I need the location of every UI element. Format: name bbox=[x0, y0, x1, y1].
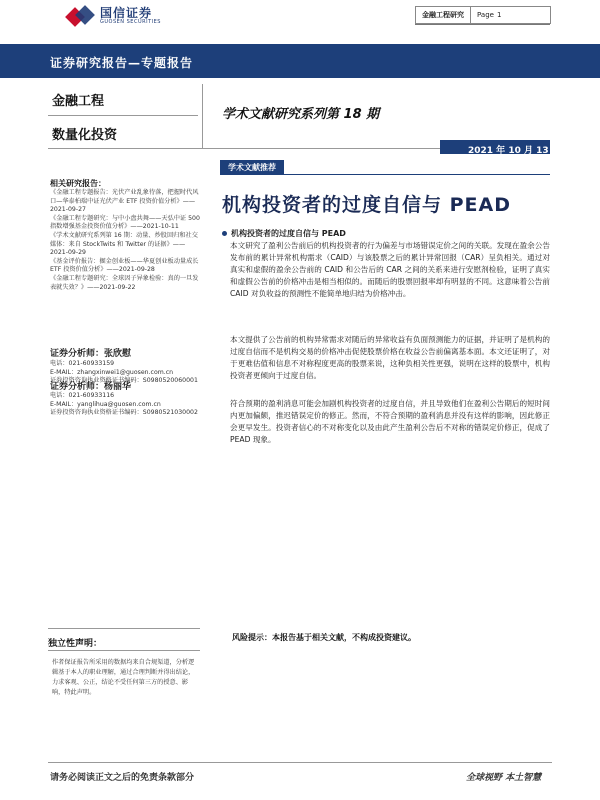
analyst-2-contact bbox=[50, 392, 210, 418]
summary-paragraph-3: 符合预期的盈利消息可能会加剧机构投资者的过度自信，并且导致他们在盈利公告期后的短时间内更加偏颇，推迟错误定价的修正。然而，不符合预期的盈利消息并没有这样的影响，因此修正会更早发生。投资者信心的不对称变化以及由此产生盈利公告后不对称的错误定价修正，促成了 PEAD 现象。 bbox=[230, 399, 550, 444]
page-label: Page bbox=[477, 11, 494, 19]
related-research-item: 《金融工程专题研究：与中小盘共舞——天弘中证 500 指数增强基金投资价值分析》——2021-10-11 bbox=[50, 214, 200, 231]
analyst-2-cert: 证券投资咨询执业资格证书编码：S0980521030002 bbox=[50, 409, 198, 417]
report-category: 金融工程研究 bbox=[416, 7, 471, 23]
logo-name-cn: 国信证券 bbox=[100, 6, 153, 20]
summary-heading-text: 机构投资者的过度自信与 PEAD bbox=[231, 229, 346, 238]
analyst-2-email: E-MAIL：yanglihua@guosen.com.cn bbox=[50, 400, 161, 408]
page-number: 1 bbox=[496, 11, 502, 19]
report-date: 2021 年 10 月 13 日 bbox=[468, 146, 561, 156]
page-indicator bbox=[471, 11, 507, 19]
footer-divider bbox=[48, 762, 552, 763]
summary-paragraph-1: 本文研究了盈利公告前后的机构投资者的行为偏差与市场错误定价之间的关联。发现在盈余公告发布前的累计异常机构需求（CAID）与该股票之后的累计异常回报（CAR）呈负相关。通过对真实和虚假的盈余公告前的 CAID 和公告后的 CAR 之间的关系来进行安慰剂检验，证明了真实和虚假公告前的价格冲击是相当相似的。而随后的股票回报率却有明显的不同。这意味着公告前 CAID 对负收益的预测性不能简单地归结为价格冲击。 bbox=[230, 241, 550, 298]
summary-heading bbox=[222, 228, 346, 239]
related-research-list bbox=[50, 189, 200, 292]
logo-name-en: GUOSEN SECURITIES bbox=[100, 19, 161, 25]
independence-statement: 作者保证报告所采用的数据均来自合规渠道，分析逻辑基于本人的职业理解，通过合理判断并得出结论，力求客观、公正，结论不受任何第三方的授意、影响，特此声明。 bbox=[52, 659, 195, 696]
section-tag-rule bbox=[220, 174, 550, 175]
header-info-box bbox=[415, 6, 551, 24]
footer-slogan: 全球视野 本土智慧 bbox=[466, 773, 542, 783]
related-research-item: 《基金评价报告：掘金创业板——华夏创业板动量成长 ETF 投资价值分析》——2021-09-28 bbox=[50, 257, 199, 274]
series-title: 学术文献研究系列第 18 期 bbox=[222, 107, 380, 122]
analyst-1-phone: 电话：021-60933159 bbox=[50, 360, 115, 367]
analyst-1-heading: 证券分析师：张欣慰 bbox=[50, 349, 132, 359]
related-research-item: 《金融工程专题报告：光伏产业乱象待落，把握时代风口—华泰柏瑞中证光伏产业 ETF 投资价值分析》——2021-09-27 bbox=[50, 189, 199, 214]
analyst-2-heading: 证券分析师：杨丽华 bbox=[50, 382, 132, 392]
analyst-1-cert: 证券投资咨询执业资格证书编码：S0980520060001 bbox=[50, 377, 198, 385]
independence-heading: 独立性声明： bbox=[48, 639, 103, 649]
report-title: 机构投资者的过度自信与 PEAD bbox=[222, 194, 511, 216]
risk-warning: 风险提示：本报告基于相关文献，不构成投资建议。 bbox=[232, 633, 416, 642]
summary-paragraph-2: 本文提供了公告前的机构异常需求对随后的异常收益有负面预测能力的证据，并证明了是机构的过度自信而不是机构交易的价格冲击促使股票价格在收益公告前偏离基本面。本文还证明了，对于更难估值和信息不对称程度更高的股票来说，这种负相关性更强，说明在这样的股票中，机构投资者更倾向于过度自信。 bbox=[230, 335, 550, 380]
header-divider bbox=[415, 24, 550, 25]
independence-divider bbox=[48, 650, 200, 651]
header-vertical-divider bbox=[202, 84, 203, 148]
bullet-icon bbox=[222, 231, 227, 236]
footer-disclaimer: 请务必阅读正文之后的免责条款部分 bbox=[50, 773, 195, 783]
related-research-item: 《学术文献研究系列第 16 期：动量、炒股回归和社交媒体：来自 StockTwits 和 Twitter 的证据》——2021-09-29 bbox=[50, 231, 198, 257]
related-research-heading: 相关研究报告： bbox=[50, 179, 106, 188]
category-secondary: 数量化投资 bbox=[52, 128, 118, 143]
category-primary: 金融工程 bbox=[52, 94, 105, 109]
analyst-1-email: E-MAIL：zhangxinwei1@guosen.com.cn bbox=[50, 368, 174, 376]
analyst-2-phone: 电话：021-60933116 bbox=[50, 392, 115, 399]
logo-mark-icon bbox=[68, 6, 96, 26]
related-research-item: 《金融工程专题研究：全球因子异象检验：真的一旦发表就失效？》——2021-09-22 bbox=[50, 274, 199, 291]
company-logo bbox=[68, 6, 161, 26]
report-type-title: 证券研究报告—专题报告 bbox=[50, 56, 194, 70]
section-tag: 学术文献推荐 bbox=[220, 160, 284, 175]
category-divider bbox=[48, 115, 198, 116]
